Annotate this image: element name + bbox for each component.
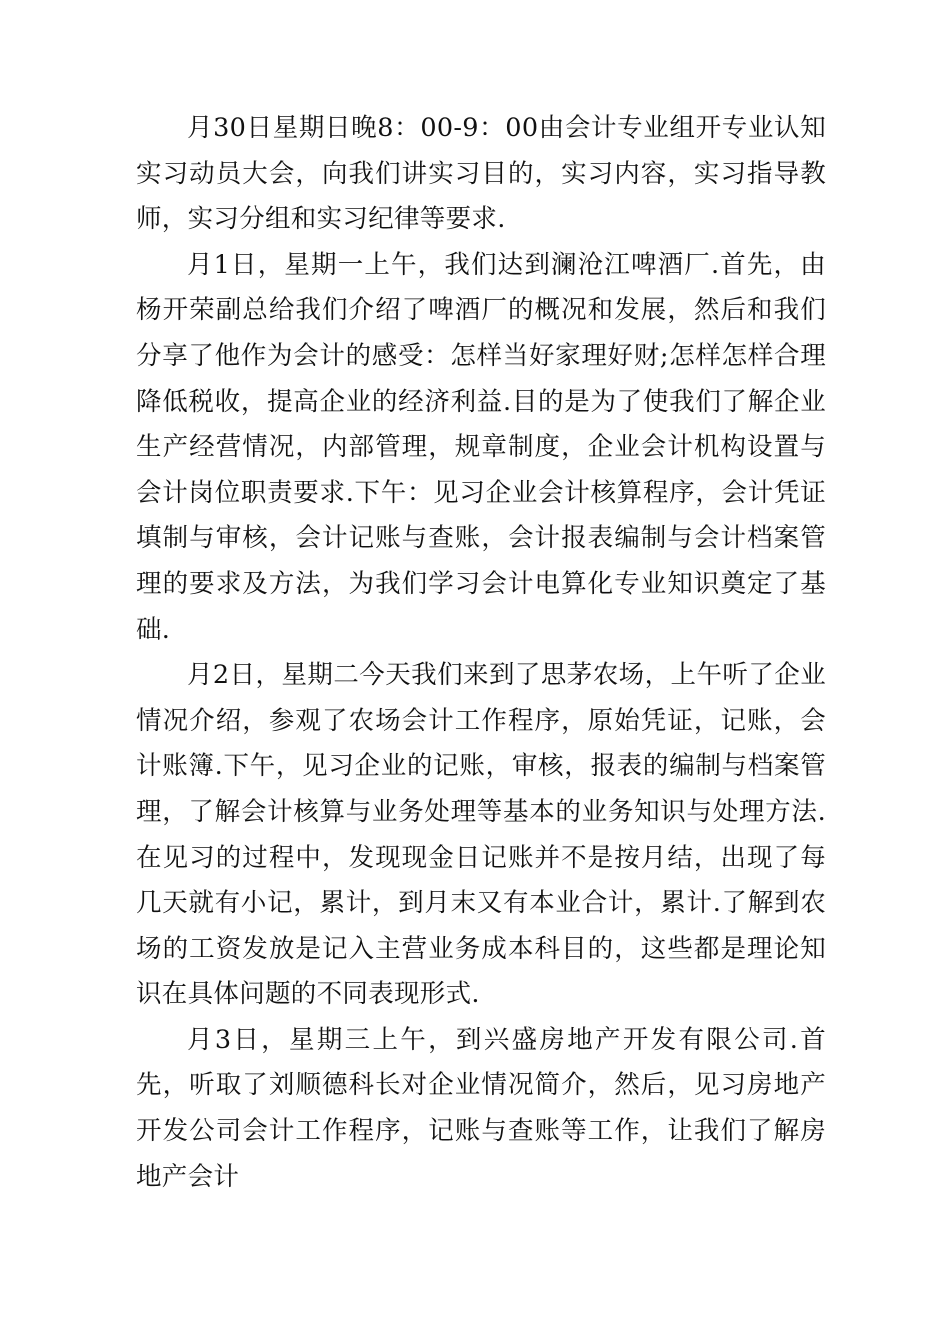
paragraph-4: 月3日，星期三上午，到兴盛房地产开发有限公司.首先，听取了刘顺德科长对企业情况简介，然后，见习房地产开发公司会计工作程序，记账与查账等工作，让我们了解房地产会计 [136, 1024, 826, 1192]
document-body [136, 106, 826, 1200]
paragraph-1: 月30日星期日晚8：00-9：00由会计专业组开专业认知实习动员大会，向我们讲实习目的，实习内容，实习指导教师，实习分组和实习纪律等要求. [136, 113, 826, 235]
paragraph-2: 月1日，星期一上午，我们达到澜沧江啤酒厂.首先，由杨开荣副总给我们介绍了啤酒厂的概况和发展，然后和我们分享了他作为会计的感受：怎样当好家理好财;怎样怎样合理降低税收，提高企业的经济利益.目的是为了使我们了解企业生产经营情况，内部管理，规章制度，企业会计机构设置与会计岗位职责要求.下午：见习企业会计核算程序，会计凭证填制与审核，会计记账与查账，会计报表编制与会计档案管理的要求及方法，为我们学习会计电算化专业知识奠定了基础. [136, 249, 826, 645]
paragraph-3: 月2日，星期二今天我们来到了思茅农场，上午听了企业情况介绍，参观了农场会计工作程序，原始凭证，记账，会计账簿.下午，见习企业的记账，审核，报表的编制与档案管理，了解会计核算与业务处理等基本的业务知识与处理方法.在见习的过程中，发现现金日记账并不是按月结，出现了每几天就有小记，累计，到月末又有本业合计，累计.了解到农场的工资发放是记入主营业务成本科目的，这些都是理论知识在具体问题的不同表现形式. [136, 660, 826, 1010]
